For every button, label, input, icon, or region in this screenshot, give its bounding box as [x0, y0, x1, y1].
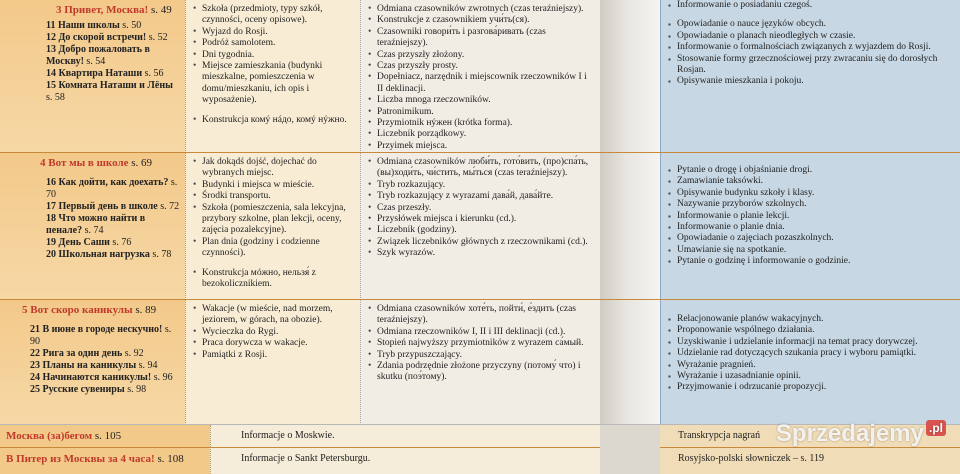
communication-item: ▪ Proponowanie wspólnego działania. — [667, 325, 955, 336]
grammar-item: • Czas przyszły złożony. — [367, 50, 595, 61]
topic-item: • Konstrukcja комý нáдо, комý нýжно. — [192, 115, 355, 126]
lesson-item: 13 Добро пожаловать в Москву! s. 54 — [46, 44, 150, 67]
extra-appendix: Transkrypcja nagrań — [660, 425, 960, 447]
communication-item: ▪ Zamawianie taksówki. — [667, 176, 955, 187]
topic-item: • Plan dnia (godziny i codzienne czynności). — [192, 237, 355, 260]
page-gutter — [600, 425, 660, 447]
grammar-item: • Zdania podrzędnie złożone przyczyny (потому́ что) i skutku (поэ́тому). — [367, 361, 595, 384]
lesson-item: 21 В июне в городе нескучно! s. 90 — [30, 324, 172, 347]
unit-3-lessons — [0, 0, 185, 153]
grammar-item: • Przyimek miejsca. — [367, 141, 595, 152]
topic-item: • Szkoła (przedmioty, typy szkół, czynności, oceny opisowe). — [192, 4, 355, 27]
topic-item: • Miejsce zamieszkania (budynki mieszkalne, pomieszczenia w domu/mieszkaniu, ich opis i wyposażenie). — [192, 61, 355, 107]
extra-topic: Informacje o Moskwie. — [210, 425, 600, 447]
topic-item: • Szkoła (pomieszczenia, sala lekcyjna, przybory szkolne, plan lekcji, oceny, zajęcia pozalekcyjne). — [192, 203, 355, 237]
communication-item: ▪ Informowanie o planie lekcji. — [667, 211, 955, 222]
lesson-item: 25 Русские сувениры s. 98 — [30, 384, 147, 395]
extra-topic: Informacje o Sankt Petersburgu. — [210, 447, 600, 474]
topic-item: • Budynki i miejsca w mieście. — [192, 180, 355, 191]
unit-4-grammar — [360, 153, 601, 300]
communication-item: ▪ Stosowanie formy grzecznościowej przy zwracaniu się do dorosłych Rosjan. — [667, 54, 955, 77]
grammar-item: • Związek liczebników głównych z rzeczownikami (cd.). — [367, 237, 595, 248]
topic-item: • Jak dokądś dojść, dojechać do wybranych miejsc. — [192, 157, 355, 180]
topic-item: • Konstrukcja мóжно, нельзя́ z bezokolicznikiem. — [192, 268, 355, 291]
unit-3-communication — [660, 0, 960, 153]
page-gutter — [600, 447, 660, 474]
lesson-item: 14 Квартира Наташи s. 56 — [46, 68, 164, 79]
unit-5-communication — [660, 300, 960, 425]
grammar-item: • Liczebnik (godziny). — [367, 225, 595, 236]
lesson-item: 19 День Саши s. 76 — [46, 237, 132, 248]
grammar-item: • Czas przyszły prosty. — [367, 61, 595, 72]
grammar-item: • Patronimikum. — [367, 107, 595, 118]
communication-item: ▪ Informowanie o formalnościach związanych z wyjazdem do Rosji. — [667, 42, 955, 53]
page-gutter — [600, 300, 660, 425]
watermark-logo: Sprzedajemy .pl — [776, 420, 946, 448]
grammar-item: • Czas przeszły. — [367, 203, 595, 214]
communication-item: ▪ Wyrażanie pragnień. — [667, 360, 955, 371]
unit-title: 4 Вот мы в школе s. 69 — [40, 157, 153, 169]
lesson-item: 12 До скорой встречи! s. 52 — [46, 32, 168, 43]
topic-item: • Praca dorywcza w wakacje. — [192, 338, 355, 349]
lesson-item: 24 Начинаются каникулы! s. 96 — [30, 372, 173, 383]
lesson-item: 15 Комната Наташи и Лёны s. 58 — [46, 80, 173, 103]
communication-item: ▪ Opowiadanie o planach nieodległych w czasie. — [667, 31, 955, 42]
grammar-item: • Tryb przypuszczający. — [367, 350, 595, 361]
grammar-item: • Szyk wyrazów. — [367, 248, 595, 259]
page-gutter — [600, 0, 660, 153]
unit-3-topics — [185, 0, 361, 153]
page-gutter — [600, 153, 660, 300]
unit-5-topics — [185, 300, 361, 425]
communication-item: ▪ Opowiadanie o nauce języków obcych. — [667, 19, 955, 30]
topic-item: • Środki transportu. — [192, 191, 355, 202]
extra-appendix: Rosyjsko-polski słowniczek – s. 119 — [660, 447, 960, 474]
grammar-item: • Liczba mnoga rzeczowników. — [367, 95, 595, 106]
unit-title: 3 Привет, Москва! s. 49 — [56, 4, 172, 16]
communication-item: ▪ Opisywanie budynku szkoły i klasy. — [667, 188, 955, 199]
topic-item: • Podróż samolotem. — [192, 38, 355, 49]
lesson-item: 17 Первый день в школе s. 72 — [46, 201, 180, 212]
communication-item: ▪ Pytanie o drogę i objaśnianie drogi. — [667, 165, 955, 176]
lesson-item: 16 Как дойти, как доехать? s. 70 — [46, 177, 178, 200]
topic-item: • Wyjazd do Rosji. — [192, 27, 355, 38]
grammar-item: • Tryb rozkazujący z wyrazami дава́й, дава́йте. — [367, 191, 595, 202]
unit-3-row — [0, 0, 960, 153]
communication-item: ▪ Informowanie o planie dnia. — [667, 222, 955, 233]
unit-5-lessons — [0, 300, 185, 425]
grammar-item: • Przymiotnik нýжен (krótka forma). — [367, 118, 595, 129]
lesson-item: 20 Школьная нагрузка s. 78 — [46, 249, 172, 260]
unit-4-communication — [660, 153, 960, 300]
grammar-item: • Stopień najwyższy przymiotników z wyrazem са́мый. — [367, 338, 595, 349]
unit-title: 5 Вот скоро каникулы s. 89 — [22, 304, 157, 316]
unit-5-grammar — [360, 300, 601, 425]
communication-item: ▪ Przyjmowanie i odrzucanie propozycji. — [667, 382, 955, 393]
grammar-item: • Odmiana czasowników хоте́ть, пойти́, е́здить (czas teraźniejszy). — [367, 304, 595, 327]
grammar-item: • Liczebnik porządkowy. — [367, 129, 595, 140]
communication-item: ▪ Relacjonowanie planów wakacyjnych. — [667, 314, 955, 325]
lesson-item: 22 Рига за один день s. 92 — [30, 348, 144, 359]
lesson-item: 11 Наши школы s. 50 — [46, 20, 142, 31]
extra-title: Москва (за)бегом s. 105 — [0, 425, 210, 447]
extra-row-petersburg — [0, 447, 960, 474]
lesson-item: 18 Что можно найти в пенале? s. 74 — [46, 213, 146, 236]
unit-4-topics — [185, 153, 361, 300]
grammar-item: • Czasowniki говори́ть i разгова́ривать (czas teraźniejszy). — [367, 27, 595, 50]
communication-item: ▪ Opowiadanie o zajęciach pozaszkolnych. — [667, 233, 955, 244]
communication-item: ▪ Uzyskiwanie i udzielanie informacji na temat pracy dorywczej. — [667, 337, 955, 348]
topic-item: • Wycieczka do Rygi. — [192, 327, 355, 338]
unit-4-row — [0, 153, 960, 300]
grammar-item: • Odmiana rzeczowników I, II i III deklinacji (cd.). — [367, 327, 595, 338]
communication-item: ▪ Nazywanie przyborów szkolnych. — [667, 199, 955, 210]
lesson-item: 23 Планы на каникулы s. 94 — [30, 360, 158, 371]
communication-item: ▪ Opisywanie mieszkania i pokoju. — [667, 76, 955, 87]
unit-4-lessons — [0, 153, 185, 300]
topic-item: • Pamiątki z Rosji. — [192, 350, 355, 361]
grammar-item: • Przysłówek miejsca i kierunku (cd.). — [367, 214, 595, 225]
grammar-item: • Odmiana czasowników zwrotnych (czas teraźniejszy). — [367, 4, 595, 15]
topic-item: • Wakacje (w mieście, nad morzem, jeziorem, w górach, na obozie). — [192, 304, 355, 327]
extra-title: В Питер из Москвы за 4 часа! s. 108 — [0, 447, 210, 474]
communication-item: ▪ Pytanie o godzinę i informowanie o godzinie. — [667, 256, 955, 267]
unit-5-row — [0, 300, 960, 425]
communication-item: ▪ Umawianie się na spotkanie. — [667, 245, 955, 256]
topic-item: • Dni tygodnia. — [192, 50, 355, 61]
grammar-item: • Konstrukcje z czasownikiem учи́ть(ся). — [367, 15, 595, 26]
grammar-item: • Odmiana czasowników люби́ть, гото́вить, (про)спа́ть, (вы)ходи́ть, чи́стить, мы́ться (czas teraźniejszy). — [367, 157, 595, 180]
unit-3-grammar — [360, 0, 601, 153]
communication-item: ▪ Wyrażanie i uzasadnianie opinii. — [667, 371, 955, 382]
communication-item: ▪ Udzielanie rad dotyczących szukania pracy i wyboru pamiątki. — [667, 348, 955, 359]
grammar-item: • Tryb rozkazujący. — [367, 180, 595, 191]
communication-item: ▪ Informowanie o posiadaniu czegoś. — [667, 0, 955, 11]
grammar-item: • Dopełniacz, narzędnik i miejscownik rzeczowników I i II deklinacji. — [367, 72, 595, 95]
